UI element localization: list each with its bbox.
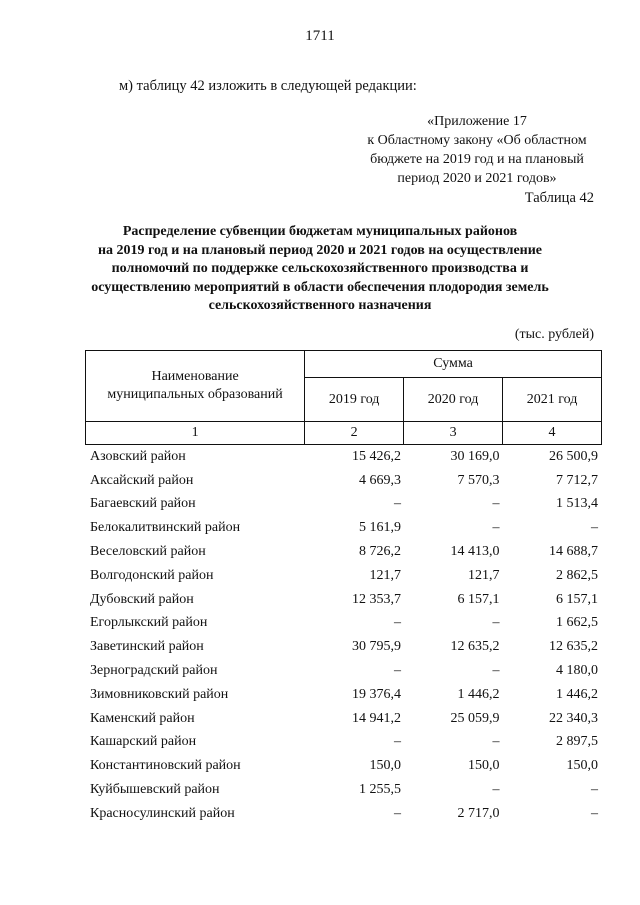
intro-text: м) таблицу 42 изложить в следующей редакции: <box>119 78 417 94</box>
row-name: Белокалитвинский район <box>90 520 241 536</box>
row-name: Зерноградский район <box>90 663 218 679</box>
row-value-2020: – <box>492 734 500 750</box>
header-sum: Сумма <box>305 351 602 378</box>
table-row <box>85 731 602 755</box>
row-value-2021: – <box>591 520 598 536</box>
table-row <box>85 540 602 564</box>
row-value-2020: – <box>492 782 500 798</box>
row-name: Кашарский район <box>90 734 197 750</box>
heading-line-2: на 2019 год и на плановый период 2020 и 2021 годов на осуществление <box>97 242 543 258</box>
row-value-2019: 19 376,4 <box>351 686 401 702</box>
row-value-2021: 26 500,9 <box>549 448 598 464</box>
row-name: Дубовский район <box>90 591 194 607</box>
table-row <box>85 707 602 731</box>
table-row <box>85 683 602 707</box>
row-value-2020: – <box>492 615 500 631</box>
row-value-2021: 6 157,1 <box>556 591 598 607</box>
page-number: 1711 <box>305 28 335 44</box>
row-value-2019: 30 795,9 <box>351 639 401 655</box>
row-value-2019: 12 353,7 <box>351 591 401 607</box>
row-value-2021: 150,0 <box>566 758 598 774</box>
row-value-2019: – <box>393 615 401 631</box>
row-name: Егорлыкский район <box>90 615 208 631</box>
row-value-2021: – <box>591 782 598 798</box>
header-name-line-1: Наименование <box>151 369 239 384</box>
table-row <box>85 778 602 802</box>
row-value-2020: – <box>492 496 500 512</box>
table-row <box>85 802 602 826</box>
appendix-reference <box>362 112 592 188</box>
row-value-2021: 22 340,3 <box>549 710 598 726</box>
row-value-2020: 14 413,0 <box>450 544 500 560</box>
row-name: Багаевский район <box>90 496 196 512</box>
row-value-2021: – <box>591 805 598 821</box>
table-row <box>85 588 602 612</box>
row-value-2021: 14 688,7 <box>549 544 598 560</box>
table-row <box>85 445 602 469</box>
appendix-line-4: период 2020 и 2021 годов» <box>397 171 557 186</box>
row-value-2021: 1 662,5 <box>556 615 598 631</box>
table-row <box>85 469 602 493</box>
heading-line-4: осуществлению мероприятий в области обеспечения плодородия земель <box>91 279 549 295</box>
row-value-2019: – <box>393 496 401 512</box>
table-row <box>85 564 602 588</box>
header-col-number-1: 1 <box>86 422 305 445</box>
row-value-2020: 12 635,2 <box>450 639 500 655</box>
row-value-2020: 25 059,9 <box>450 710 500 726</box>
row-name: Аксайский район <box>90 472 194 488</box>
row-name: Веселовский район <box>90 544 206 560</box>
row-name: Константиновский район <box>90 758 241 774</box>
row-value-2021: 12 635,2 <box>549 639 598 655</box>
row-value-2019: 150,0 <box>369 758 401 774</box>
table-row <box>85 612 602 636</box>
table-row <box>85 754 602 778</box>
header-year-2020: 2020 год <box>404 378 503 422</box>
row-value-2019: 1 255,5 <box>358 782 401 798</box>
row-name: Каменский район <box>90 710 195 726</box>
row-name: Куйбышевский район <box>90 782 220 798</box>
data-table <box>85 445 602 826</box>
table-row <box>85 493 602 517</box>
row-name: Волгодонский район <box>90 567 214 583</box>
row-name: Красносулинский район <box>90 805 235 821</box>
header-name-column <box>86 351 305 422</box>
row-value-2019: – <box>393 805 401 821</box>
row-value-2021: 2 862,5 <box>556 567 598 583</box>
row-value-2020: 6 157,1 <box>457 591 500 607</box>
row-value-2021: 1 446,2 <box>556 686 598 702</box>
table-label: Таблица 42 <box>524 190 594 206</box>
heading-line-1: Распределение субвенции бюджетам муниципальных районов <box>122 224 518 239</box>
header-col-number-2: 2 <box>305 422 404 445</box>
row-value-2021: 4 180,0 <box>556 663 598 679</box>
row-value-2020: 30 169,0 <box>450 448 500 464</box>
row-value-2019: 4 669,3 <box>358 472 401 488</box>
row-value-2020: 1 446,2 <box>457 686 500 702</box>
row-value-2019: – <box>393 663 401 679</box>
row-value-2019: 8 726,2 <box>358 544 401 560</box>
row-value-2020: – <box>492 520 500 536</box>
table-row <box>85 635 602 659</box>
row-value-2021: 7 712,7 <box>556 472 598 488</box>
header-col-number-4: 4 <box>503 422 602 445</box>
row-value-2021: 1 513,4 <box>556 496 598 512</box>
row-value-2019: – <box>393 734 401 750</box>
row-value-2020: – <box>492 663 500 679</box>
row-value-2019: 15 426,2 <box>351 448 401 464</box>
heading-line-5: сельскохозяйственного назначения <box>208 298 432 313</box>
row-name: Азовский район <box>90 448 186 464</box>
row-value-2020: 7 570,3 <box>457 472 500 488</box>
header-year-2019: 2019 год <box>305 378 404 422</box>
header-year-2021: 2021 год <box>503 378 602 422</box>
table-heading <box>60 223 580 316</box>
header-name-line-2: муниципальных образований <box>107 387 283 402</box>
appendix-line-1: «Приложение 17 <box>427 114 527 129</box>
row-name: Заветинский район <box>90 639 204 655</box>
row-value-2019: 14 941,2 <box>351 710 401 726</box>
header-col-number-3: 3 <box>404 422 503 445</box>
row-value-2020: 2 717,0 <box>457 805 500 821</box>
table-row <box>85 516 602 540</box>
appendix-line-2: к Областному закону «Об областном <box>367 133 587 148</box>
heading-line-3: полномочий по поддержке сельскохозяйственного производства и <box>111 261 529 276</box>
row-name: Зимовниковский район <box>90 686 229 702</box>
units-label: (тыс. рублей) <box>514 327 594 342</box>
table-header <box>85 350 602 445</box>
row-value-2019: 121,7 <box>369 567 401 583</box>
table-row <box>85 659 602 683</box>
row-value-2019: 5 161,9 <box>358 520 401 536</box>
appendix-line-3: бюджете на 2019 год и на плановый <box>370 152 584 167</box>
row-value-2020: 150,0 <box>467 758 500 774</box>
row-value-2020: 121,7 <box>467 567 500 583</box>
row-value-2021: 2 897,5 <box>556 734 598 750</box>
